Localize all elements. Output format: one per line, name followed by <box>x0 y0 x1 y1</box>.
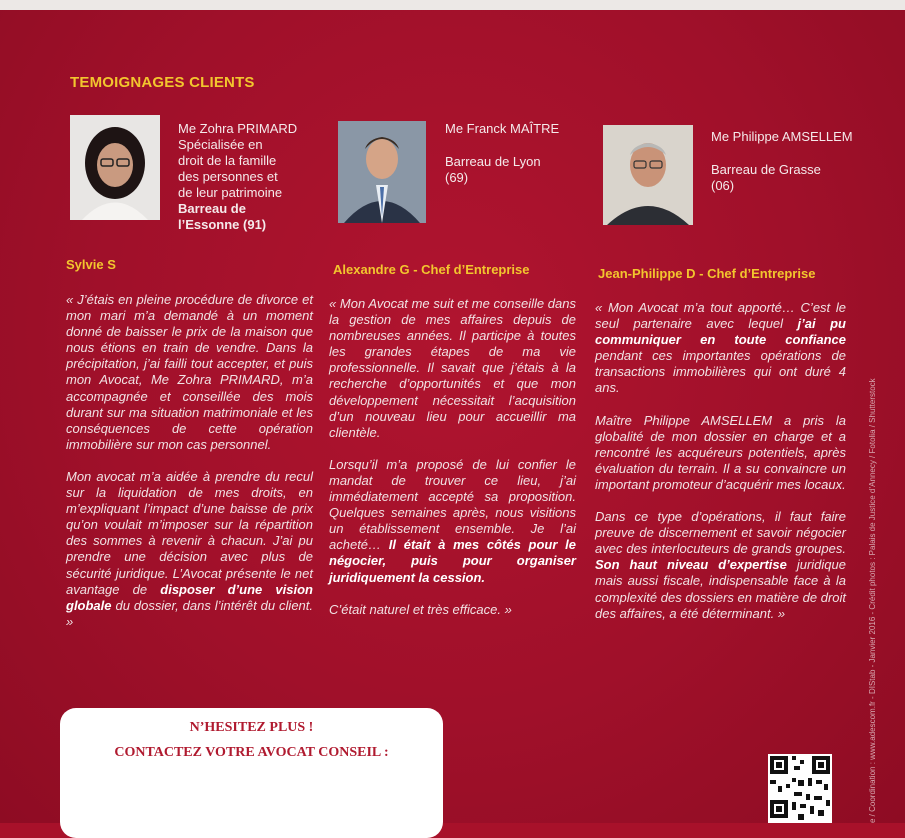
contact-box <box>60 708 443 838</box>
lawyer-bar: Barreau de Lyon <box>445 154 541 169</box>
lawyer-name: Me Franck MAÎTRE <box>445 121 560 136</box>
testimonial-sylvie <box>66 292 313 646</box>
lawyer-bar: Barreau de <box>178 201 246 216</box>
client-name-sylvie: Sylvie S <box>66 257 116 272</box>
lawyer-bar: Barreau de Grasse <box>711 162 821 177</box>
lawyer-info-amsellem <box>711 129 881 194</box>
testimonial-paragraph: Maître Philippe AMSELLEM a pris la globalité de mon dossier en charge et a rencontré les acquéreurs potentiels, après évaluation du terrain. Il a su convaincre un important promoteur d’acquérir mes locaux. <box>595 412 846 492</box>
side-credit-text: e / Coordination : www.adescom.fr - DIStab - Janvier 2016 - Crédit photos : Palais de Justice d’Annecy / Fotolia / Shutterstock <box>868 378 877 823</box>
testimonial-paragraph: Dans ce type d’opérations, il faut faire preuve de discernement et savoir négocier avec des interlocuteurs de grands groupes. Son haut niveau d’expertise juridique mais aussi fiscale, indispensable face à la complexité des dossiers en matière de droit des affaires, a été déterminant. » <box>595 509 846 621</box>
testimonial-paragraph: Mon avocat m’a aidée à prendre du recul sur la liquidation de mes droits, en m’expliquant l’impact d’une baisse de prix qu’on voulait m’imposer sur la répartition des sommes à revenir à chacun. J’ai pu prendre une décision avec plus de sécurité juridique. L’Avocat présente le net avantage de disposer d’une vision globale du dossier, dans l’intérêt du client. » <box>66 468 313 629</box>
lawyer-name: Me Zohra PRIMARD <box>178 121 298 136</box>
client-name-jean-philippe: Jean-Philippe D - Chef d’Entreprise <box>598 266 816 281</box>
qr-code[interactable] <box>768 754 832 823</box>
client-name-alexandre: Alexandre G - Chef d’Entreprise <box>333 262 530 277</box>
testimonial-paragraph: « Mon Avocat me suit et me conseille dans la gestion de mes affaires depuis de nombreuses années. Il participe à toutes les grandes étapes de ma vie professionnelle. Il savait que j’étais à la recherche d’opportunités et que mon développement nécessitait l’acquisition d’un nouveau lieu pour accueillir ma clientèle. <box>329 296 576 440</box>
testimonial-paragraph: « Mon Avocat m’a tout apporté… C’est le seul partenaire avec lequel j’ai pu communiquer en toute confiance pendant ces importantes opérations de transactions immobilières qui ont duré 4 ans. <box>595 300 846 396</box>
lawyer-photo-maitre <box>338 121 426 223</box>
lawyer-bar: (69) <box>445 170 469 185</box>
top-paper-edge <box>0 0 905 10</box>
lawyer-specialty-line: Spécialisée en <box>178 137 263 152</box>
section-title: TEMOIGNAGES CLIENTS <box>70 74 255 91</box>
lawyer-bar: l’Essonne (91) <box>178 217 267 232</box>
testimonial-alexandre <box>329 296 576 634</box>
testimonial-paragraph: Lorsqu’il m’a proposé de lui confier le mandat de trouver ce lieu, j’ai immédiatement accepté sa proposition. Quelques semaines après, nous visitions un établissement ensemble. Je l’ai acheté… Il était à mes côtés pour le négocier, puis pour organiser juridiquement la cession. <box>329 456 576 585</box>
lawyer-name: Me Philippe AMSELLEM <box>711 129 853 144</box>
lawyer-photo-amsellem <box>603 125 693 225</box>
lawyer-specialty-line: des personnes et <box>178 169 278 184</box>
contact-subline: CONTACTEZ VOTRE AVOCAT CONSEIL : <box>114 745 389 760</box>
lawyer-bar: (06) <box>711 178 735 193</box>
lawyer-info-primard <box>178 121 328 233</box>
testimonial-paragraph: « J’étais en pleine procédure de divorce et mon mari m’a demandé à un moment donné de baisser le prix de la maison que nous étions en train de vendre. Dans la précipitation, j’ai failli tout accepter, et puis mon Avocat, Me Zohra PRIMARD, m’a accompagnée et conseillée des mois durant sur ma situation matrimoniale et les conséquences de cette opération immobilière sur mon cas personnel. <box>66 292 313 452</box>
lawyer-photo-primard <box>70 115 160 220</box>
contact-headline: N’HESITEZ PLUS ! <box>189 720 314 735</box>
lawyer-specialty-line: de leur patrimoine <box>178 185 283 200</box>
testimonial-paragraph: C’était naturel et très efficace. » <box>329 601 512 617</box>
testimonial-jean-philippe <box>595 300 846 638</box>
lawyer-specialty-line: droit de la famille <box>178 153 277 168</box>
lawyer-info-maitre <box>445 121 595 186</box>
